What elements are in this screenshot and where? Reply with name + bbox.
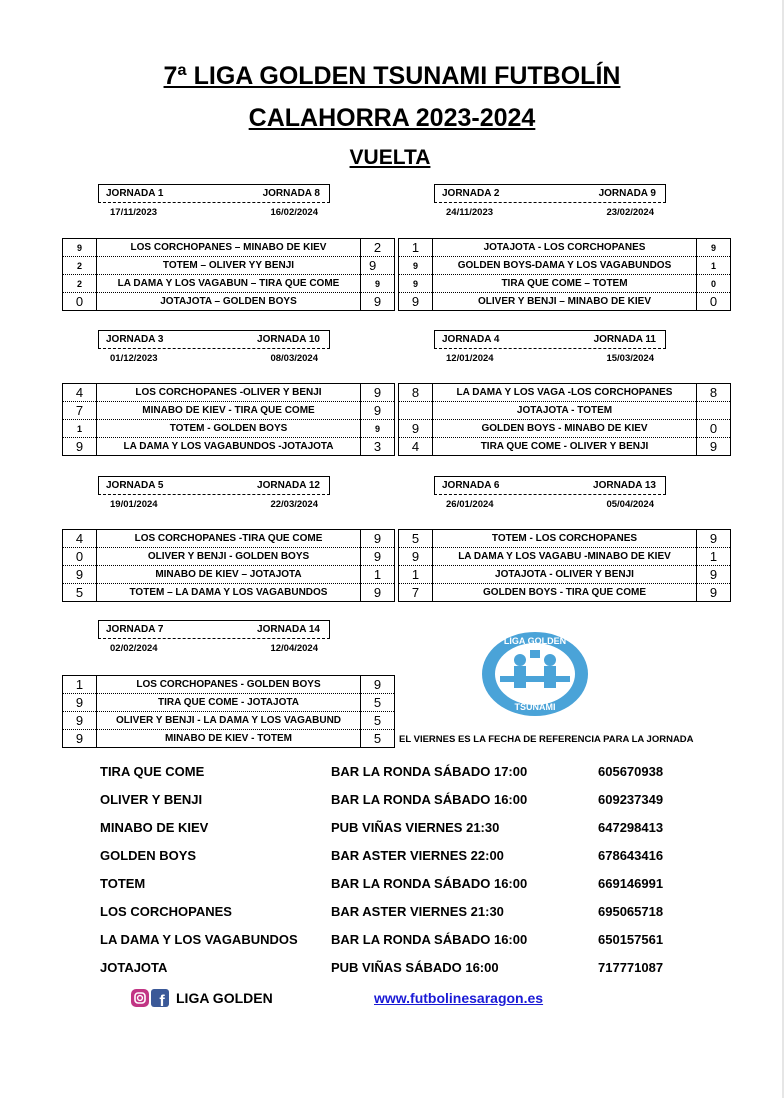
- away-score: 9: [361, 584, 395, 602]
- match-teams: LA DAMA Y LOS VAGABUNDOS -JOTAJOTA: [97, 438, 361, 456]
- social-icons: [130, 988, 170, 1013]
- match-teams: TOTEM - LOS CORCHOPANES: [433, 530, 697, 548]
- home-score: 9: [63, 239, 97, 257]
- table-row: [399, 438, 731, 456]
- page-title: 7ª LIGA GOLDEN TSUNAMI FUTBOLÍN: [163, 62, 621, 90]
- match-teams: JOTAJOTA - TOTEM: [433, 402, 697, 420]
- team-venue: BAR LA RONDA SÁBADO 16:00: [331, 876, 528, 891]
- home-score: 9: [63, 712, 97, 730]
- home-score: 9: [399, 257, 433, 275]
- match-teams: OLIVER Y BENJI - LA DAMA Y LOS VAGABUND: [97, 712, 361, 730]
- home-score: 2: [63, 257, 97, 275]
- website-link[interactable]: www.futbolinesaragon.es: [374, 990, 544, 1006]
- round-date-return: 15/03/2024: [606, 353, 654, 364]
- round-header: [98, 620, 330, 657]
- home-score: 5: [63, 584, 97, 602]
- table-row: [399, 402, 731, 420]
- team-name: GOLDEN BOYS: [100, 848, 197, 863]
- round-label-return: JORNADA 13: [593, 480, 656, 491]
- away-score: 9: [361, 420, 395, 438]
- team-venue: BAR LA RONDA SÁBADO 16:00: [331, 792, 528, 807]
- home-score: 1: [399, 239, 433, 257]
- match-teams: MINABO DE KIEV – JOTAJOTA: [97, 566, 361, 584]
- team-phone: 647298413: [598, 820, 664, 835]
- home-score: 1: [63, 676, 97, 694]
- round-header: [98, 184, 330, 221]
- table-row: [399, 584, 731, 602]
- match-teams: TIRA QUE COME - JOTAJOTA: [97, 694, 361, 712]
- match-teams: LOS CORCHOPANES - GOLDEN BOYS: [97, 676, 361, 694]
- home-score: 9: [63, 566, 97, 584]
- away-score: 5: [361, 730, 395, 748]
- table-row: [399, 420, 731, 438]
- table-row: [63, 676, 395, 694]
- round-label: JORNADA 3: [106, 334, 164, 345]
- team-name: TOTEM: [100, 876, 146, 891]
- match-teams: TOTEM - GOLDEN BOYS: [97, 420, 361, 438]
- table-row: [63, 402, 395, 420]
- team-phone: 695065718: [598, 904, 664, 919]
- round-date-return: 22/03/2024: [270, 499, 318, 510]
- svg-text:f: f: [159, 993, 165, 1008]
- team-name: TIRA QUE COME: [100, 764, 205, 779]
- page-title-season: CALAHORRA 2023-2024: [248, 104, 536, 132]
- round-date: 02/02/2024: [110, 643, 158, 654]
- match-teams: GOLDEN BOYS-DAMA Y LOS VAGABUNDOS: [433, 257, 697, 275]
- team-name: OLIVER Y BENJI: [100, 792, 203, 807]
- away-score: 1: [697, 257, 731, 275]
- team-venue: BAR LA RONDA SÁBADO 16:00: [331, 932, 528, 947]
- home-score: 4: [399, 438, 433, 456]
- away-score: 5: [361, 712, 395, 730]
- results-table: [398, 238, 731, 311]
- team-venue: BAR ASTER VIERNES 22:00: [331, 848, 504, 863]
- team-venue: BAR LA RONDA SÁBADO 17:00: [331, 764, 528, 779]
- home-score: 1: [63, 420, 97, 438]
- table-row: [63, 566, 395, 584]
- match-teams: MINABO DE KIEV - TOTEM: [97, 730, 361, 748]
- table-row: [63, 384, 395, 402]
- away-score: 9: [697, 530, 731, 548]
- home-score: 0: [63, 548, 97, 566]
- match-teams: MINABO DE KIEV - TIRA QUE COME: [97, 402, 361, 420]
- away-score: 9: [361, 384, 395, 402]
- away-score: 9: [361, 530, 395, 548]
- reference-note: EL VIERNES ES LA FECHA DE REFERENCIA PARA LA JORNADA: [399, 734, 694, 745]
- home-score: 4: [63, 530, 97, 548]
- results-table: [62, 675, 395, 748]
- round-label-return: JORNADA 8: [262, 188, 320, 199]
- table-row: [63, 438, 395, 456]
- match-teams: LOS CORCHOPANES – MINABO DE KIEV: [97, 239, 361, 257]
- home-score: 8: [399, 384, 433, 402]
- table-row: [399, 275, 731, 293]
- round-header: [98, 476, 330, 513]
- table-row: [63, 530, 395, 548]
- away-score: 1: [697, 548, 731, 566]
- results-table: [62, 238, 395, 311]
- team-phone: 678643416: [598, 848, 664, 863]
- team-phone: 605670938: [598, 764, 664, 779]
- match-teams: GOLDEN BOYS - MINABO DE KIEV: [433, 420, 697, 438]
- round-date: 19/01/2024: [110, 499, 158, 510]
- round-date-return: 08/03/2024: [270, 353, 318, 364]
- round-date-return: 12/04/2024: [270, 643, 318, 654]
- round-header: [434, 476, 666, 513]
- round-label: JORNADA 2: [442, 188, 500, 199]
- round-label-return: JORNADA 9: [598, 188, 656, 199]
- away-score: 3: [361, 438, 395, 456]
- instagram-icon[interactable]: [131, 989, 149, 1007]
- social-label: LIGA GOLDEN: [176, 990, 273, 1006]
- away-score: [697, 402, 731, 420]
- team-phone: 650157561: [598, 932, 664, 947]
- match-teams: GOLDEN BOYS - TIRA QUE COME: [433, 584, 697, 602]
- table-row: [63, 293, 395, 311]
- table-row: [63, 694, 395, 712]
- away-score: 9: [697, 239, 731, 257]
- table-row: [63, 257, 395, 275]
- round-date: 01/12/2023: [110, 353, 158, 364]
- away-score: 9: [697, 566, 731, 584]
- table-row: [63, 730, 395, 748]
- liga-golden-logo: [480, 630, 590, 718]
- table-row: [63, 420, 395, 438]
- match-teams: OLIVER Y BENJI - GOLDEN BOYS: [97, 548, 361, 566]
- match-teams: TOTEM – OLIVER YY BENJI: [97, 257, 361, 275]
- page-subtitle: VUELTA: [349, 146, 431, 169]
- match-teams: JOTAJOTA - LOS CORCHOPANES: [433, 239, 697, 257]
- team-name: JOTAJOTA: [100, 960, 168, 975]
- results-table: [62, 529, 395, 602]
- team-name: LOS CORCHOPANES: [100, 904, 232, 919]
- round-date: 26/01/2024: [446, 499, 494, 510]
- home-score: 7: [63, 402, 97, 420]
- round-date-return: 23/02/2024: [606, 207, 654, 218]
- away-score: 9: [697, 584, 731, 602]
- logo-top-text: LIGA GOLDEN: [503, 636, 567, 646]
- home-score: 9: [63, 730, 97, 748]
- table-row: [399, 293, 731, 311]
- home-score: 4: [63, 384, 97, 402]
- home-score: 7: [399, 584, 433, 602]
- round-label: JORNADA 7: [106, 624, 164, 635]
- results-table: [62, 383, 395, 456]
- round-label-return: JORNADA 10: [257, 334, 320, 345]
- match-teams: TOTEM – LA DAMA Y LOS VAGABUNDOS: [97, 584, 361, 602]
- round-date: 12/01/2024: [446, 353, 494, 364]
- home-score: 9: [399, 293, 433, 311]
- team-venue: PUB VIÑAS SÁBADO 16:00: [331, 960, 499, 975]
- away-score: 9: [361, 676, 395, 694]
- match-teams: LOS CORCHOPANES -OLIVER Y BENJI: [97, 384, 361, 402]
- round-date: 17/11/2023: [110, 207, 158, 218]
- home-score: 9: [399, 420, 433, 438]
- away-score: 0: [697, 293, 731, 311]
- team-phone: 669146991: [598, 876, 664, 891]
- round-label: JORNADA 5: [106, 480, 164, 491]
- table-row: [399, 257, 731, 275]
- match-teams: TIRA QUE COME - OLIVER Y BENJI: [433, 438, 697, 456]
- round-label-return: JORNADA 14: [257, 624, 320, 635]
- table-row: [63, 584, 395, 602]
- home-score: 0: [63, 293, 97, 311]
- away-score: 9: [361, 402, 395, 420]
- home-score: 1: [399, 566, 433, 584]
- match-teams: OLIVER Y BENJI – MINABO DE KIEV: [433, 293, 697, 311]
- home-score: 5: [399, 530, 433, 548]
- away-score: 9: [697, 438, 731, 456]
- home-score: 2: [63, 275, 97, 293]
- home-score: 9: [399, 548, 433, 566]
- table-row: [63, 275, 395, 293]
- team-venue: BAR ASTER VIERNES 21:30: [331, 904, 504, 919]
- match-teams: LA DAMA Y LOS VAGABUN – TIRA QUE COME: [97, 275, 361, 293]
- home-score: [399, 402, 433, 420]
- away-score: 1: [361, 566, 395, 584]
- away-score: 9: [361, 293, 395, 311]
- team-venue: PUB VIÑAS VIERNES 21:30: [331, 820, 500, 835]
- table-row: [63, 712, 395, 730]
- away-score: 2: [361, 239, 395, 257]
- table-row: [399, 239, 731, 257]
- round-header: [98, 330, 330, 367]
- table-row: [63, 548, 395, 566]
- round-header: [434, 184, 666, 221]
- away-score: 8: [697, 384, 731, 402]
- round-label-return: JORNADA 11: [593, 334, 656, 345]
- table-row: [399, 566, 731, 584]
- round-date: 24/11/2023: [446, 207, 494, 218]
- match-teams: TIRA QUE COME – TOTEM: [433, 275, 697, 293]
- round-label: JORNADA 1: [106, 188, 164, 199]
- match-teams: LOS CORCHOPANES -TIRA QUE COME: [97, 530, 361, 548]
- team-name: LA DAMA Y LOS VAGABUNDOS: [100, 932, 298, 947]
- away-score: 5: [361, 694, 395, 712]
- logo-bottom-text: TSUNAMI: [514, 702, 556, 712]
- team-name: MINABO DE KIEV: [100, 820, 209, 835]
- match-teams: JOTAJOTA – GOLDEN BOYS: [97, 293, 361, 311]
- away-score: 9: [361, 257, 395, 275]
- round-header: [434, 330, 666, 367]
- table-row: [399, 548, 731, 566]
- match-teams: LA DAMA Y LOS VAGABU -MINABO DE KIEV: [433, 548, 697, 566]
- team-phone: 717771087: [598, 960, 664, 975]
- away-score: 9: [361, 275, 395, 293]
- round-date-return: 16/02/2024: [270, 207, 318, 218]
- results-table: [398, 529, 731, 602]
- match-teams: LA DAMA Y LOS VAGA -LOS CORCHOPANES: [433, 384, 697, 402]
- away-score: 0: [697, 420, 731, 438]
- round-label-return: JORNADA 12: [257, 480, 320, 491]
- table-row: [399, 530, 731, 548]
- home-score: 9: [63, 438, 97, 456]
- away-score: 0: [697, 275, 731, 293]
- home-score: 9: [399, 275, 433, 293]
- home-score: 9: [63, 694, 97, 712]
- round-label: JORNADA 4: [442, 334, 500, 345]
- table-row: [63, 239, 395, 257]
- round-label: JORNADA 6: [442, 480, 500, 491]
- round-date-return: 05/04/2024: [606, 499, 654, 510]
- match-teams: JOTAJOTA - OLIVER Y BENJI: [433, 566, 697, 584]
- team-phone: 609237349: [598, 792, 664, 807]
- away-score: 9: [361, 548, 395, 566]
- results-table: [398, 383, 731, 456]
- table-row: [399, 384, 731, 402]
